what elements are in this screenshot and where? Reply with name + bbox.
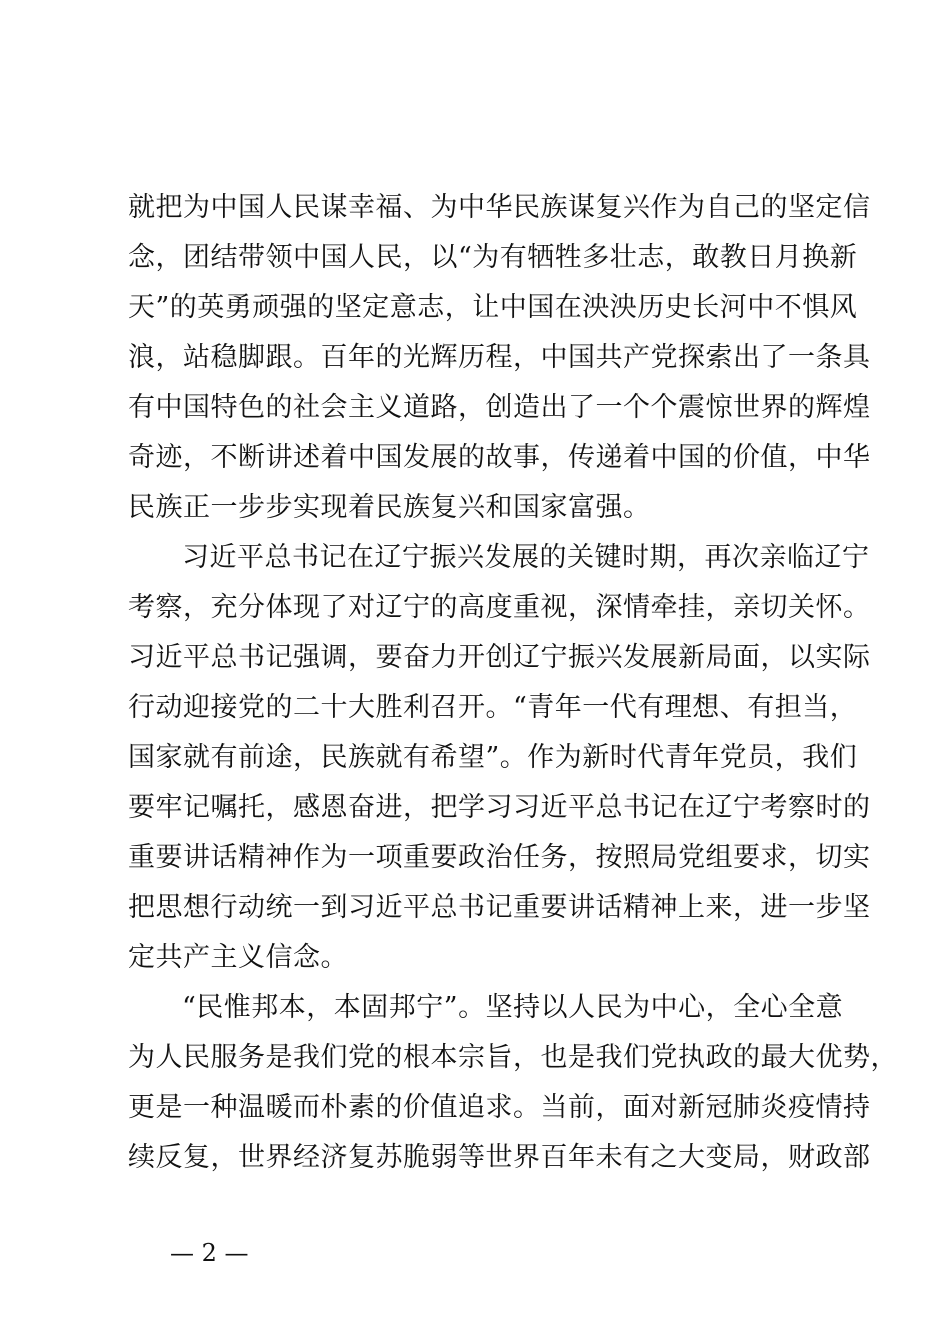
body-text-line: 为人民服务是我们党的根本宗旨，也是我们党执政的最大优势， [128,1042,898,1073]
body-text-line: 就把为中国人民谋幸福、为中华民族谋复兴作为自己的坚定信 [128,192,871,223]
body-text-line: 念，团结带领中国人民，以“为有牺牲多壮志，敢教日月换新 [128,242,858,273]
paragraph-first-line: 习近平总书记在辽宁振兴发展的关键时期，再次亲临辽宁 [182,542,870,573]
body-text-line: 天”的英勇顽强的坚定意志，让中国在泱泱历史长河中不惧风 [128,292,858,323]
body-text-line: 浪，站稳脚跟。百年的光辉历程，中国共产党探索出了一条具 [128,342,871,373]
body-text-line: 习近平总书记强调，要奋力开创辽宁振兴发展新局面，以实际 [128,642,871,673]
paragraph-first-line: “民惟邦本，本固邦宁”。坚持以人民为中心，全心全意 [182,992,844,1023]
body-text-line: 要牢记嘱托，感恩奋进，把学习习近平总书记在辽宁考察时的 [128,792,871,823]
body-text-line: 更是一种温暖而朴素的价值追求。当前，面对新冠肺炎疫情持 [128,1092,871,1123]
body-text-line: 国家就有前途，民族就有希望”。作为新时代青年党员，我们 [128,742,858,773]
body-text-line: 把思想行动统一到习近平总书记重要讲话精神上来，进一步坚 [128,892,871,923]
body-text-line: 奇迹，不断讲述着中国发展的故事，传递着中国的价值，中华 [128,442,871,473]
body-text-line: 民族正一步步实现着民族复兴和国家富强。 [128,492,651,523]
body-text-line: 行动迎接党的二十大胜利召开。“青年一代有理想、有担当， [128,692,858,723]
body-text-line: 有中国特色的社会主义道路，创造出了一个个震惊世界的辉煌 [128,392,871,423]
body-text-line: 定共产主义信念。 [128,942,348,973]
body-text-line: 续反复，世界经济复苏脆弱等世界百年未有之大变局，财政部 [128,1142,871,1173]
body-text-line: 考察，充分体现了对辽宁的高度重视，深情牵挂，亲切关怀。 [128,592,871,623]
body-text-line: 重要讲话精神作为一项重要政治任务，按照局党组要求，切实 [128,842,871,873]
page-number: — 2 — [170,1239,249,1267]
